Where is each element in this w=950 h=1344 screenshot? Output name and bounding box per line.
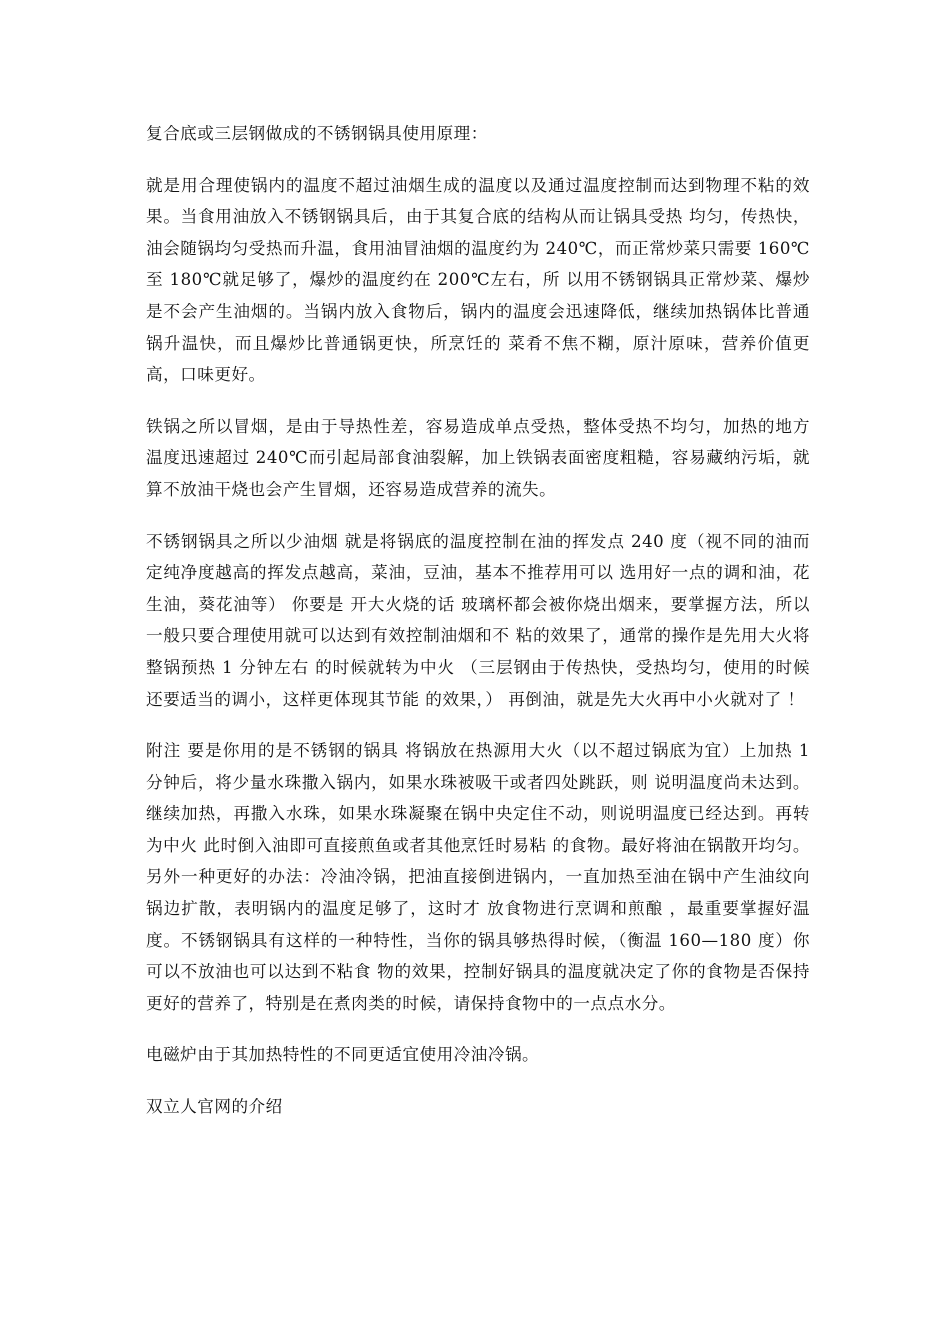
paragraph-principle: 就是用合理使锅内的温度不超过油烟生成的温度以及通过温度控制而达到物理不粘的效果。当食用油放入不锈钢锅具后，由于其复合底的结构从而让锅具受热 均匀，传热快，油会随锅均匀受热而升温，食用油冒油烟的温度约为 240℃，而正常炒菜只需要 160℃至 180℃就足够了，爆炒的温度约在 200℃左右，所 以用不锈钢锅具正常炒菜、爆炒是不会产生油烟的。当锅内放入食物后，锅内的温度会迅速降低，继续加热锅体比普通锅升温快，而且爆炒比普通锅更快，所烹饪的 菜肴不焦不糊，原汁原味，营养价值更高，口味更好。 bbox=[146, 175, 810, 385]
heading-principle: 复合底或三层钢做成的不锈钢锅具使用原理： bbox=[146, 124, 488, 143]
paragraph-note: 附注 要是你用的是不锈钢的锅具 将锅放在热源用大火（以不超过锅底为宜）上加热 1 分钟后，将少量水珠撒入锅内，如果水珠被吸干或者四处跳跃，则 说明温度尚未达到。继续加热，再撒入水珠，如果水珠凝聚在锅中央定住不动，则说明温度已经达到。再转为中火 此时倒入油即可直接煎鱼或者其他烹饪时易粘 的食物。最好将油在锅散开均匀。另外一种更好的办法：冷油冷锅，把油直接倒进锅内，一直加热至油在锅中产生油纹向锅边扩散，表明锅内的温度足够了，这时才 放食物进行烹调和煎酿 ，最重要掌握好温度。不锈钢锅具有这样的一种特性，当你的锅具够热得时候，（衡温 160—180 度）你可以不放油也可以达到不粘食 物的效果，控制好锅具的温度就决定了你的食物是否保持更好的营养了，特别是在煮肉类的时候，请保持食物中的一点点水分。 bbox=[146, 741, 810, 1013]
paragraph-less-smoke: 不锈钢锅具之所以少油烟 就是将锅底的温度控制在油的挥发点 240 度（视不同的油而定纯净度越高的挥发点越高，菜油，豆油，基本不推荐用可以 选用好一点的调和油，花生油，葵花油等） 你要是 开大火烧的话 玻璃杯都会被你烧出烟来，要掌握方法，所以一般只要合理使用就可以达到有效控制油烟和不 粘的效果了，通常的操作是先用大火将整锅预热 1 分钟左右 的时候就转为中火 （三层钢由于传热快，受热均匀，使用的时候还要适当的调小，这样更体现其节能 的效果，） 再倒油，就是先大火再中小火就对了 ！ bbox=[146, 531, 810, 709]
paragraph-induction: 电磁炉由于其加热特性的不同更适宜使用冷油冷锅。 bbox=[146, 1045, 540, 1065]
paragraph-iron-pan: 铁锅之所以冒烟，是由于导热性差，容易造成单点受热，整体受热不均匀，加热的地方温度迅速超过 240℃而引起局部食油裂解，加上铁锅表面密度粗糙，容易藏纳污垢，就算不放油干烧也会产生冒烟，还容易造成营养的流失。 bbox=[146, 416, 810, 499]
paragraph-zwilling: 双立人官网的介绍 bbox=[146, 1097, 283, 1117]
document-body bbox=[146, 118, 810, 1143]
